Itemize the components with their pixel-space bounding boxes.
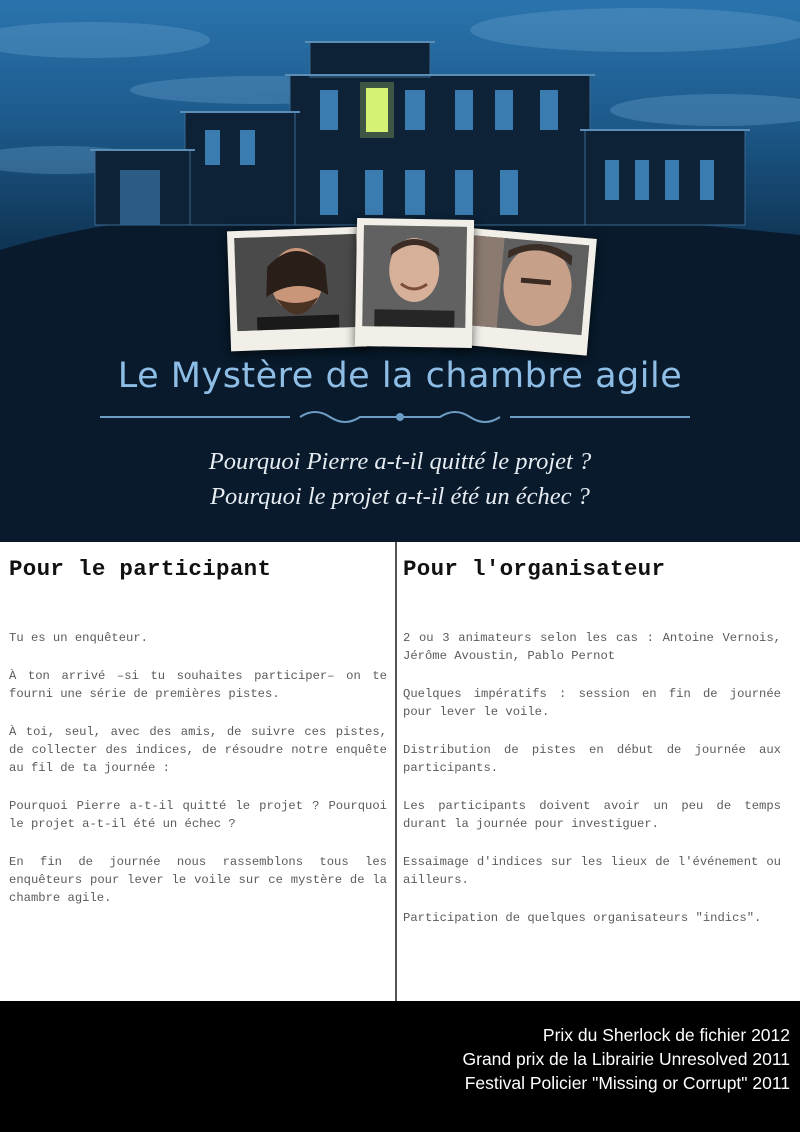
photo-investigator-3 [453,227,597,355]
participant-paragraph: Pourquoi Pierre a-t-il quitté le projet ? Pourquoi le projet a-t-il été un échec ? [9,799,387,831]
photo-investigator-1 [227,227,367,352]
award-item: Grand prix de la Librairie Unresolved 2011 [462,1049,790,1069]
organizer-paragraph: Quelques impératifs : session en fin de journée pour lever le voile. [403,687,781,719]
awards-list [463,1023,791,1095]
organizer-paragraph: Essaimage d'indices sur les lieux de l'événement ou ailleurs. [403,855,781,887]
participant-column [9,556,387,927]
info-section [0,542,800,1001]
hero-banner [0,0,800,542]
question-pierre: Pourquoi Pierre a-t-il quitté le projet ? [208,448,592,475]
participant-paragraph: À toi, seul, avec des amis, de suivre ces pistes, de collecter des indices, de résoudre notre enquête au fil de ta journée : [9,725,387,775]
organizer-paragraph: Les participants doivent avoir un peu de temps durant la journée pour investiguer. [403,799,781,831]
title-ornament-divider [100,402,700,432]
question-project: Pourquoi le projet a-t-il été un échec ? [210,483,590,510]
organizer-heading: Pour l'organisateur [403,556,666,582]
organizer-paragraph: Participation de quelques organisateurs "indics". [403,911,762,925]
award-item: Festival Policier "Missing or Corrupt" 2011 [464,1073,790,1093]
organizer-text [403,629,781,927]
participant-heading: Pour le participant [9,556,272,582]
participant-text [9,629,387,907]
portrait-close-up-man [462,235,589,335]
participant-paragraph: Tu es un enquêteur. [9,631,148,645]
poster-title: Le Mystère de la chambre agile [117,356,683,396]
portrait-smiling-man [362,225,467,328]
photo-investigator-2 [355,218,474,348]
portrait-bearded-man [234,234,359,331]
participant-paragraph: En fin de journée nous rassemblons tous les enquêteurs pour lever le voile sur ce mystère de la chambre agile. [9,855,387,905]
organizer-paragraph: 2 ou 3 animateurs selon les cas : Antoine Vernois, Jérôme Avoustin, Pablo Pernot [403,631,781,663]
column-divider [395,542,397,1001]
award-item: Prix du Sherlock de fichier 2012 [542,1025,790,1045]
participant-paragraph: À ton arrivé –si tu souhaites participer– on te fourni une série de premières pistes. [9,669,387,701]
organizer-paragraph: Distribution de pistes en début de journée aux participants. [403,743,781,775]
organizer-column [403,556,781,947]
awards-footer [0,1001,800,1132]
